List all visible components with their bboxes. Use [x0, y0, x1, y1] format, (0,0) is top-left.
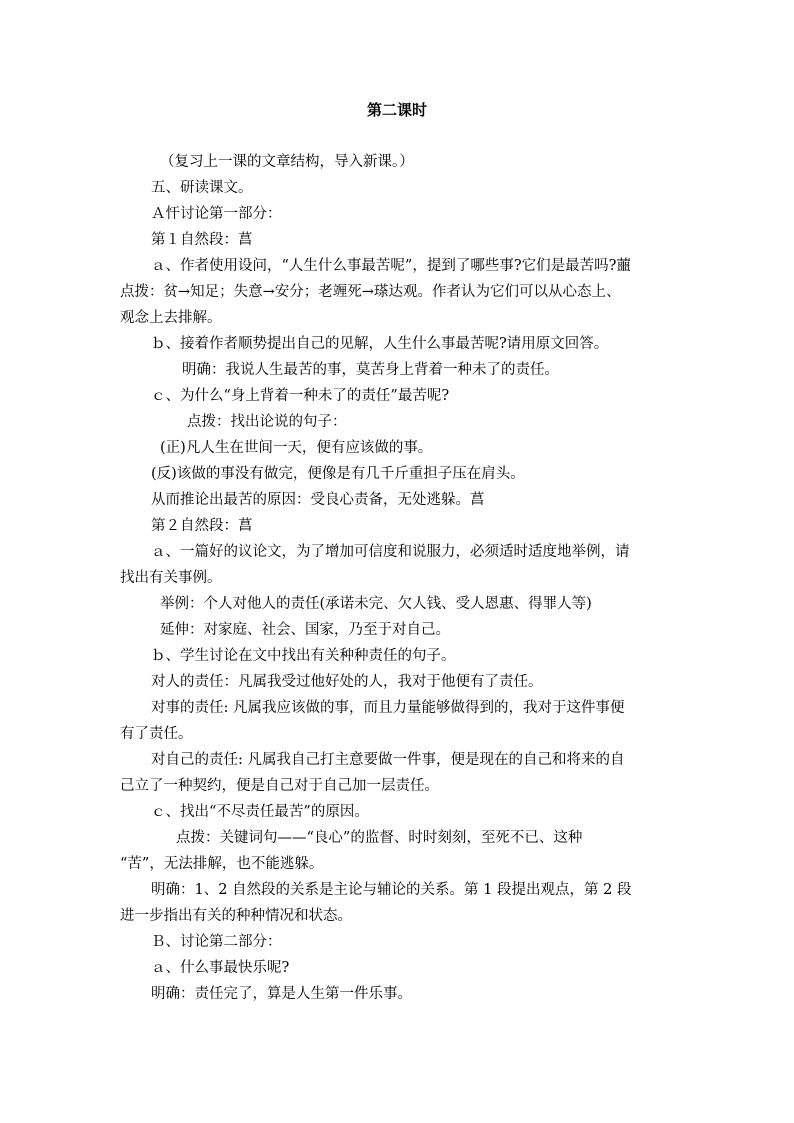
line-duty-things: 对事的责任: 凡属我应该做的事，而且力量能够做得到的，我对于这件事便: [151, 700, 625, 716]
line-hint-1: 点拨：贫→知足；失意→安分；老竰死→瑹达观。作者认为它们可以从心态上、: [120, 284, 621, 300]
line-hint-1-cont: 观念上去排解。: [120, 310, 222, 326]
lesson-title: 第二课时: [366, 101, 427, 119]
line-answer-joy: 明确：责任完了，算是人生第一件乐事。: [151, 986, 412, 1002]
line-conclusion: 从而推论出最苦的原因：受良心责备，无处逃躲。菖: [151, 492, 485, 508]
line-part-b: Ｂ、讨论第二部分：: [151, 934, 282, 950]
line-hint-2c: 点拨：关键词句——“良心”的监督、时时刻刻，至死不已、这种: [176, 830, 583, 846]
line-answer-relation-cont: 进一步指出有关的种种情况和状态。: [120, 908, 352, 924]
line-part-a: Ａ忓讨论第一部分：: [151, 206, 282, 222]
line-duty-self-cont: 己立了一种契约，便是自己对于自己加一层责任。: [120, 778, 439, 794]
line-duty-self: 对自己的责任: 凡属我自己打主意要做一件事，便是现在的自己和将来的自: [151, 752, 625, 768]
line-duty-things-cont: 有了责任。: [120, 726, 193, 742]
line-question-2b: ｂ、学生讨论在文中找出有关种种责任的句子。: [151, 648, 456, 664]
line-review: （复习上一课的文章结构，导入新课。）: [160, 154, 414, 170]
line-hint-2c-cont: “苦”，无法排解，也不能逃躲。: [120, 856, 324, 872]
line-answer-relation: 明确：1、2 自然段的关系是主论与辅论的关系。第 1 段提出观点，第 2 段: [151, 882, 632, 898]
line-question-b-a: ａ、什么事最快乐呢?: [151, 960, 290, 976]
line-extension: 延伸：对家庭、社会、国家，乃至于对自己。: [160, 622, 450, 638]
line-section-five: 五、研读课文。: [151, 180, 253, 196]
line-question-2c: ｃ、找出“不尽责任最苦”的原因。: [151, 804, 369, 820]
line-paragraph-1: 第１自然段：菖: [151, 232, 253, 248]
line-question-b: ｂ、接着作者顺势提出自己的见解，人生什么事最苦呢?请用原文回答。: [151, 336, 609, 352]
line-duty-people: 对人的责任：凡属我受过他好处的人，我对于他便有了责任。: [151, 674, 543, 690]
line-answer-b: 明确：我说人生最苦的事，莫苦身上背着一种未了的责任。: [182, 362, 559, 378]
line-paragraph-2: 第２自然段：菖: [151, 518, 253, 534]
line-hint-c: 点拨：找出论说的句子：: [187, 414, 347, 430]
line-negative: (反)该做的事没有做完，便像是有几千斤重担子压在肩头。: [151, 466, 525, 482]
line-question-c: ｃ、为什么“身上背着一种未了的责任”最苦呢?: [151, 388, 450, 404]
line-positive: (正)凡人生在世间一天，便有应该做的事。: [160, 440, 433, 456]
line-question-a: ａ、作者使用设问，“人生什么事最苦呢”，提到了哪些事?它们是最苦吗?蘁: [151, 258, 631, 274]
line-question-2a-cont: 找出有关事例。: [120, 570, 222, 586]
line-example: 举例：个人对他人的责任(承诺未完、欠人钱、受人恩惠、得罪人等): [160, 596, 592, 612]
line-question-2a: ａ、一篇好的议论文，为了增加可信度和说服力，必须适时适度地举例，请: [151, 544, 630, 560]
